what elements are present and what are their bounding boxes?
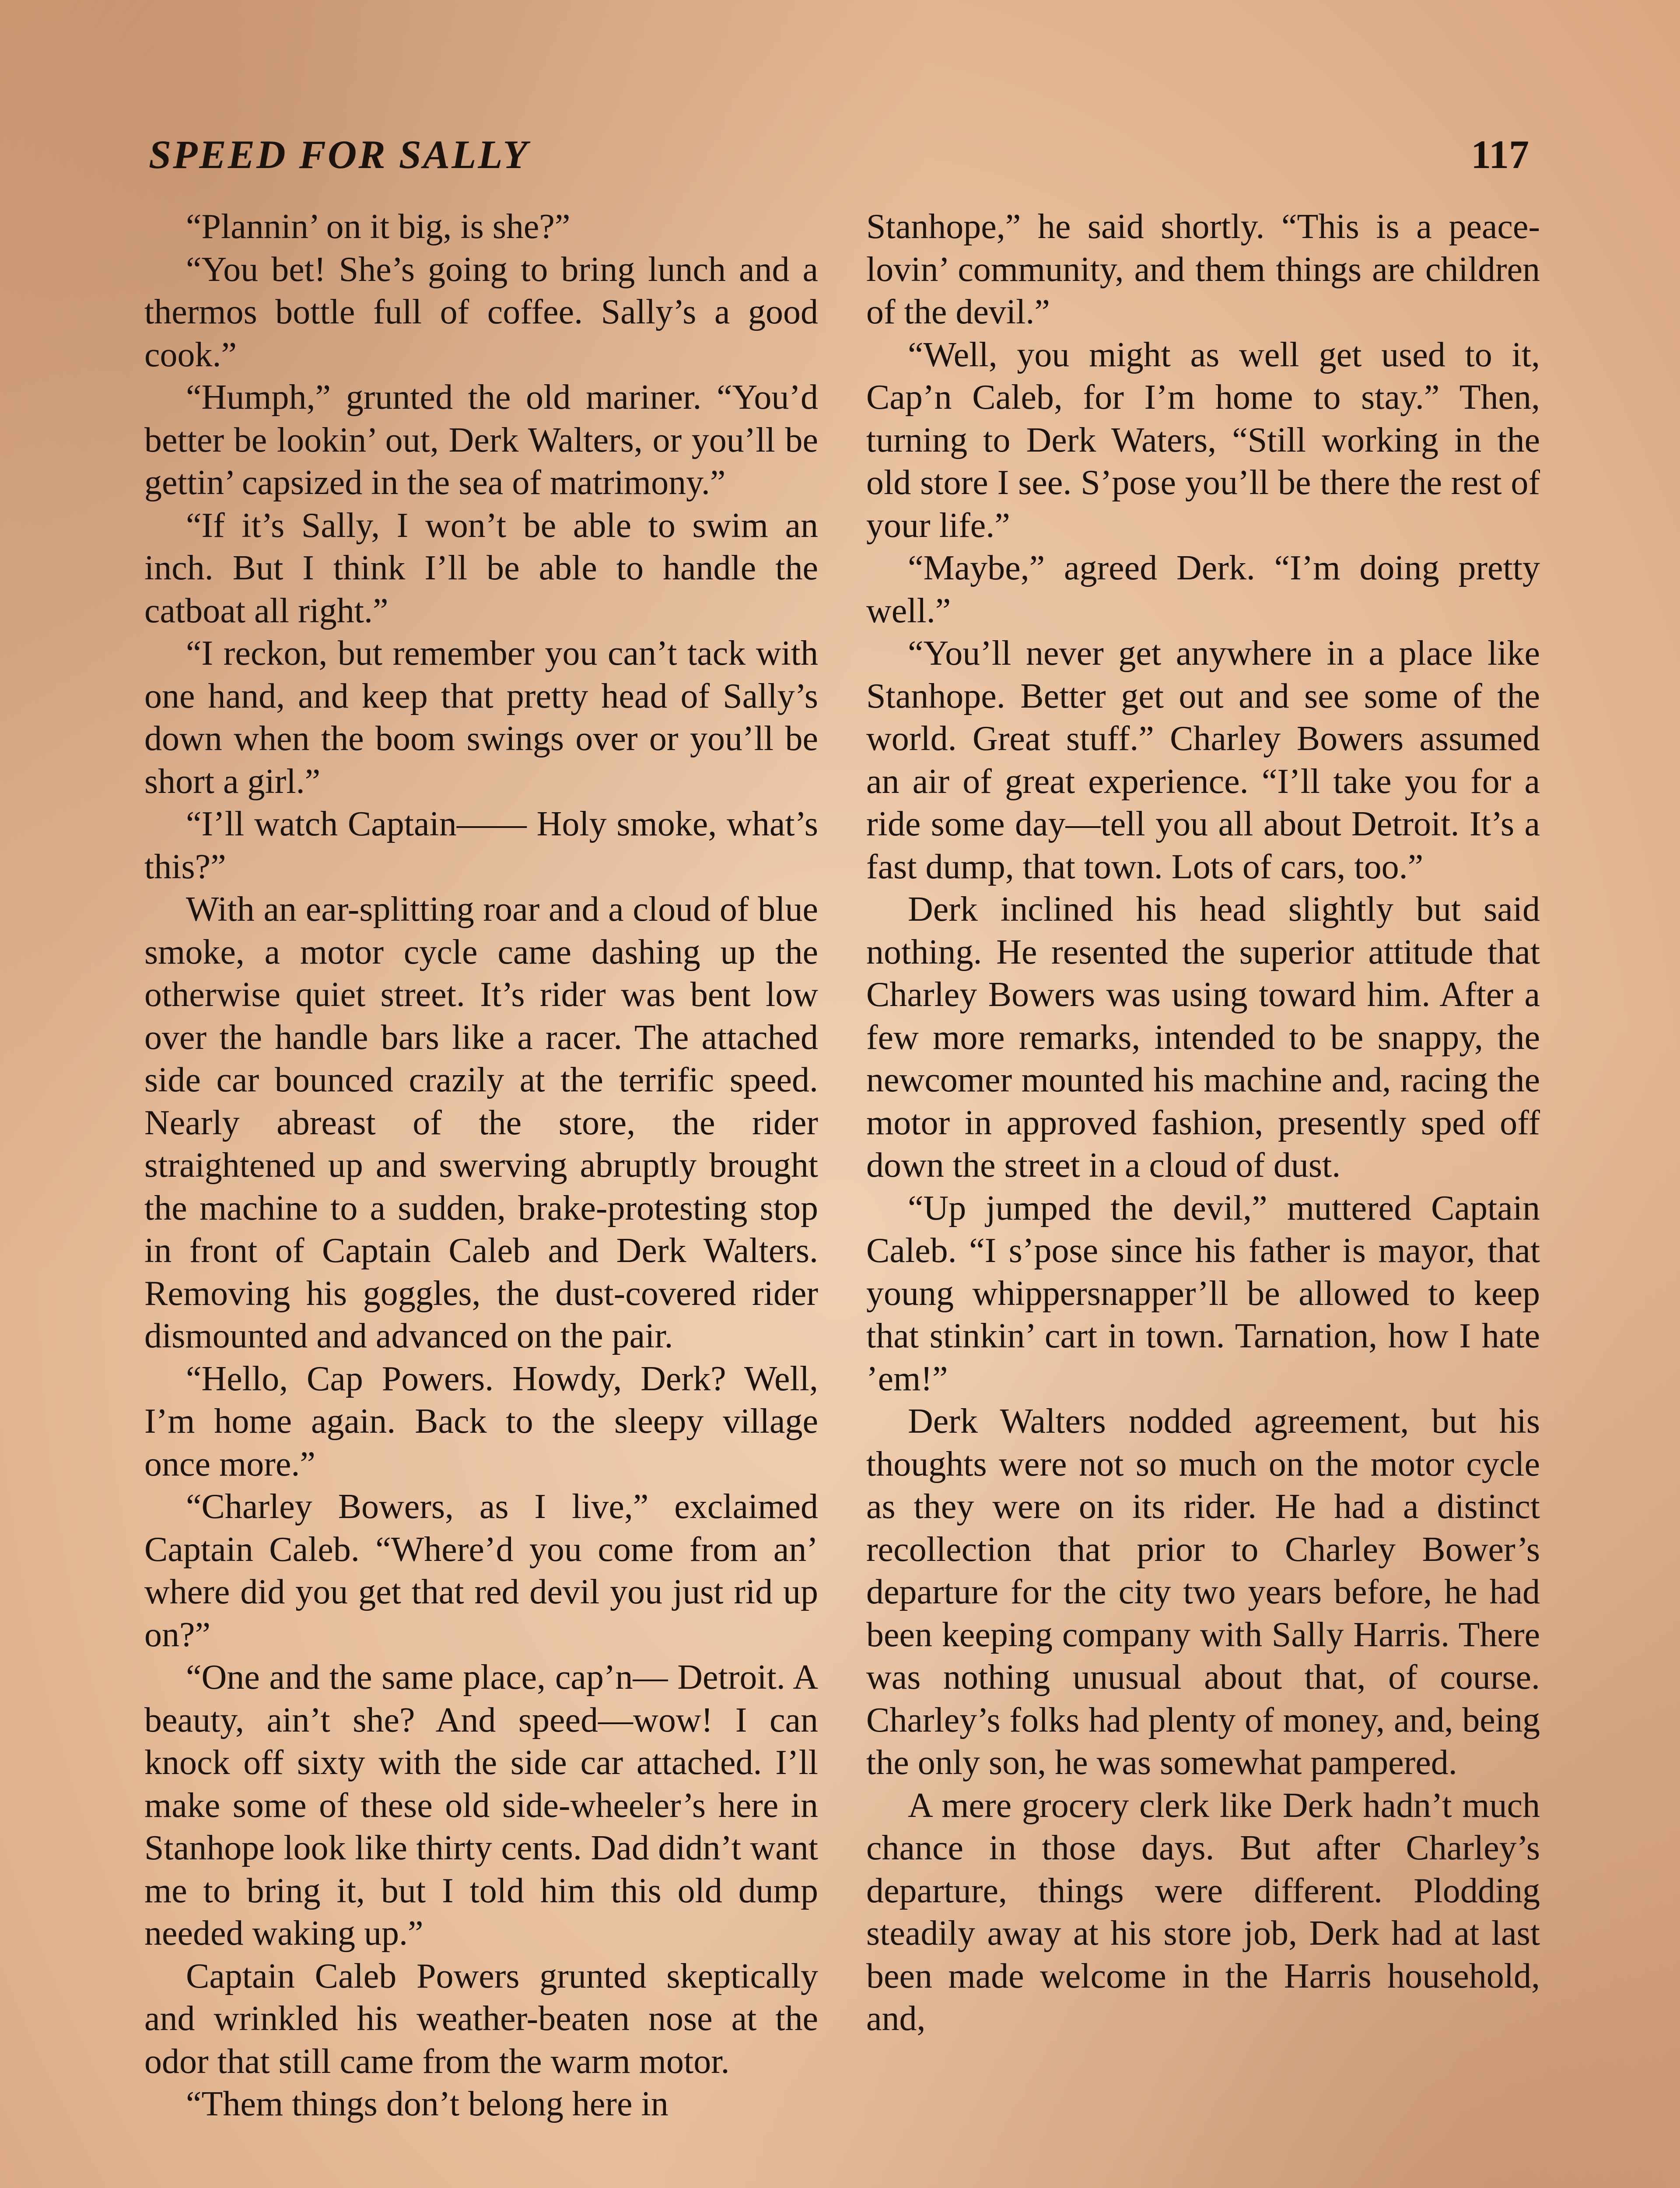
text-columns — [144, 206, 1540, 2188]
paragraph: “I reckon, but remember you can’t tack with one hand, and keep that pretty head of Sally’s down when the boom swings over or you’ll be short a girl.” — [144, 634, 818, 801]
paragraph: “Maybe,” agreed Derk. “I’m doing pretty well.” — [866, 549, 1540, 630]
paragraph: Captain Caleb Powers grunted skeptically and wrinkled his weather-beaten nose at the odor that still came from the warm motor. — [144, 1957, 818, 2081]
paragraph: “I’ll watch Captain—— Holy smoke, what’s this?” — [144, 805, 818, 886]
left-column — [144, 206, 818, 2188]
paragraph: “One and the same place, cap’n— Detroit. A beauty, ain’t she? And speed—wow! I can knock off sixty with the side car attached. I’ll make some of these old side-wheeler’s here in Stanhope look like thirty cents. Dad didn’t want me to bring it, but I told him this old dump needed waking up.” — [144, 1658, 818, 1953]
chapter-title: SPEED FOR SALLY — [149, 132, 529, 177]
paragraph: “Them things don’t belong here in — [186, 2085, 668, 2123]
paragraph: “Charley Bowers, as I live,” exclaimed Captain Caleb. “Where’d you come from an’ where did you get that red devil you just rid up on?” — [144, 1487, 818, 1654]
page-number: 117 — [1471, 132, 1529, 177]
paragraph: Derk Walters nodded agreement, but his thoughts were not so much on the motor cycle as they were on its rider. He had a distinct recollection that prior to Charley Bower’s departure for the city two years before, he had been keeping company with Sally Harris. There was nothing unusual about that, of course. Charley’s folks had plenty of money, and, being the only son, he was somewhat pampered. — [866, 1402, 1540, 1782]
paragraph: “If it’s Sally, I won’t be able to swim an inch. But I think I’ll be able to handle the catboat all right.” — [144, 506, 818, 630]
paragraph: “You bet! She’s going to bring lunch and a thermos bottle full of coffee. Sally’s a good cook.” — [144, 250, 818, 374]
paragraph-continuation: Stanhope,” he said shortly. “This is a peace-lovin’ community, and them things are children of the devil.” — [866, 207, 1540, 331]
paragraph: “Up jumped the devil,” muttered Captain Caleb. “I s’pose since his father is mayor, that young whippersnapper’ll be allowed to keep that stinkin’ cart in town. Tarnation, how I hate ’em!” — [866, 1189, 1540, 1398]
right-column — [866, 206, 1540, 2188]
paragraph: “Hello, Cap Powers. Howdy, Derk? Well, I’m home again. Back to the sleepy village once more.” — [144, 1359, 818, 1483]
paragraph: “Humph,” grunted the old mariner. “You’d better be lookin’ out, Derk Walters, or you’ll be gettin’ capsized in the sea of matrimony.” — [144, 378, 818, 502]
paragraph: A mere grocery clerk like Derk hadn’t much chance in those days. But after Charley’s departure, things were different. Plodding steadily away at his store job, Derk had at last been made welcome in the Harris household, and, — [866, 1786, 1540, 2038]
paragraph: “You’ll never get anywhere in a place like Stanhope. Better get out and see some of the world. Great stuff.” Charley Bowers assumed an air of great experience. “I’ll take you for a ride some day—tell you all about Detroit. It’s a fast dump, that town. Lots of cars, too.” — [866, 634, 1540, 886]
running-head — [149, 131, 1529, 184]
paragraph: “Plannin’ on it big, is she?” — [186, 207, 570, 246]
paragraph: Derk inclined his head slightly but said nothing. He resented the superior attitude that Charley Bowers was using toward him. After a few more remarks, intended to be snappy, the newcomer mounted his machine and, racing the motor in approved fashion, presently sped off down the street in a cloud of dust. — [866, 890, 1540, 1185]
paragraph: With an ear-splitting roar and a cloud of blue smoke, a motor cycle came dashing up the otherwise quiet street. It’s rider was bent low over the handle bars like a racer. The attached side car bounced crazily at the terrific speed. Nearly abreast of the store, the rider straightened up and swerving abruptly brought the machine to a sudden, brake-protesting stop in front of Captain Caleb and Derk Walters. Removing his goggles, the dust-covered rider dismounted and advanced on the pair. — [144, 890, 818, 1355]
paragraph: “Well, you might as well get used to it, Cap’n Caleb, for I’m home to stay.” Then, turning to Derk Waters, “Still working in the old store I see. S’pose you’ll be there the rest of your life.” — [866, 335, 1540, 545]
